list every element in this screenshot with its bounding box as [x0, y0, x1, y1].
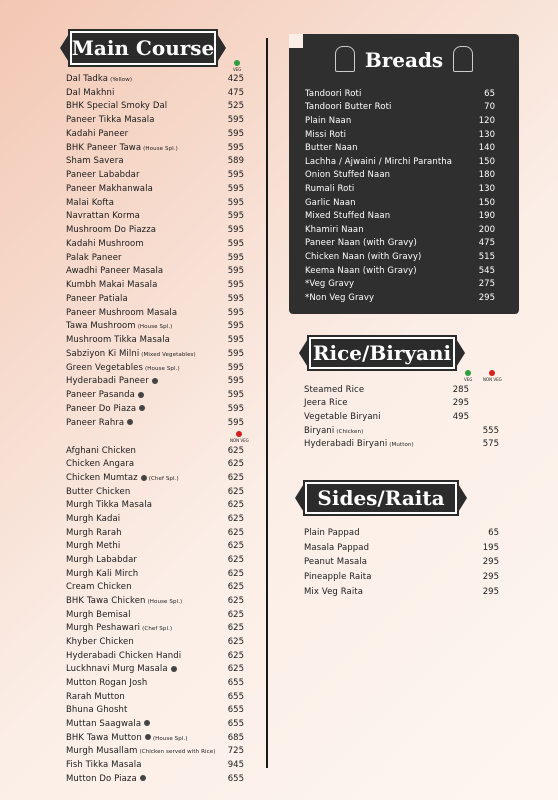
item-note: (Mixed Vegetables) [141, 351, 196, 358]
item-price: 595 [227, 238, 244, 249]
menu-item [66, 375, 244, 389]
item-name: Hyderabadi Biryani [304, 439, 388, 450]
item-price: 130 [478, 183, 495, 194]
item-name: Paneer Makhanwala [66, 183, 153, 194]
item-price: 625 [227, 637, 244, 648]
spicy-icon [144, 720, 150, 726]
item-price: 595 [227, 403, 244, 414]
menu-item [66, 196, 244, 210]
spicy-icon [138, 392, 144, 398]
item-name: Tandoori Roti [305, 88, 362, 99]
item-price: 685 [227, 732, 244, 743]
item-price: 625 [227, 459, 244, 470]
spicy-icon [139, 405, 145, 411]
veg-price [445, 439, 469, 449]
item-note: (Chef Spl.) [142, 626, 173, 633]
nonveg-price [469, 412, 499, 422]
menu-item [66, 388, 244, 402]
menu-item [66, 635, 244, 649]
menu-item [66, 471, 244, 485]
item-price: 425 [227, 73, 244, 84]
rice-biryani-heading: Rice/Biryani [307, 335, 457, 371]
item-name: Kumbh Makai Masala [66, 280, 158, 291]
menu-item [66, 333, 244, 347]
item-price: 180 [478, 170, 495, 181]
item-name: Chicken Angara [66, 459, 135, 470]
item-name: Hyderabadi Chicken Handi [66, 650, 182, 661]
nonveg-price: 575 [482, 439, 499, 450]
menu-item [66, 594, 244, 608]
menu-item [66, 649, 244, 663]
menu-item [66, 141, 244, 155]
menu-item [66, 444, 244, 458]
menu-item [66, 526, 244, 540]
item-name: Rarah Mutton [66, 691, 125, 702]
item-price: 655 [227, 677, 244, 688]
item-price: 595 [227, 115, 244, 126]
item-price: 595 [227, 197, 244, 208]
item-name: Paneer Rahra [66, 417, 125, 428]
veg-dot-icon [465, 370, 471, 376]
item-price: 945 [227, 759, 244, 770]
item-name: BHK Tawa Mutton [66, 732, 142, 743]
menu-item [66, 485, 244, 499]
item-name: Bhuna Ghosht [66, 705, 128, 716]
menu-item [66, 72, 244, 86]
item-price: 655 [227, 691, 244, 702]
item-name: Paneer Lababdar [66, 170, 140, 181]
item-name: Murgh Tikka Masala [66, 500, 152, 511]
item-price: 595 [227, 376, 244, 387]
menu-item [66, 703, 244, 717]
veg-marker: VEG [464, 370, 472, 382]
menu-item [66, 182, 244, 196]
item-price: 595 [227, 417, 244, 428]
menu-item [305, 155, 495, 169]
item-price: 65 [484, 88, 495, 99]
nonveg-main-course-list [66, 444, 244, 785]
veg-price: 295 [452, 398, 469, 409]
menu-item [305, 101, 495, 115]
item-price: 595 [227, 335, 244, 346]
menu-item [304, 437, 499, 451]
item-name: Green Vegetables [66, 362, 144, 373]
menu-item [66, 292, 244, 306]
item-price: 625 [227, 500, 244, 511]
item-name: Murgh Kadai [66, 514, 121, 525]
veg-main-course-list [66, 72, 244, 430]
sides-raita-heading: Sides/Raita [303, 480, 459, 516]
item-name: Chicken Naan (with Gravy) [305, 251, 422, 262]
item-price: 475 [478, 238, 495, 249]
item-name: Sabziyon Ki Milni [66, 348, 140, 359]
item-name: Peanut Masala [304, 557, 368, 568]
item-name: Dal Tadka [66, 73, 109, 84]
item-name: Muttan Saagwala [66, 718, 142, 729]
item-name: Jeera Rice [304, 398, 348, 409]
item-price: 625 [227, 664, 244, 675]
menu-item [66, 512, 244, 526]
bread-decoration-icon [453, 46, 473, 72]
menu-item [66, 690, 244, 704]
item-note: (Mutton) [389, 442, 414, 449]
item-name: Murgh Methi [66, 541, 121, 552]
item-name: Butter Naan [305, 143, 358, 154]
veg-price [445, 426, 469, 436]
item-name: Mix Veg Raita [304, 586, 364, 597]
item-name: Paneer Patiala [66, 293, 128, 304]
item-price: 625 [227, 568, 244, 579]
item-name: Rumali Roti [305, 183, 355, 194]
menu-item [66, 113, 244, 127]
item-price: 625 [227, 445, 244, 456]
menu-item [66, 86, 244, 100]
item-price: 130 [478, 129, 495, 140]
item-price: 595 [227, 280, 244, 291]
item-price: 595 [227, 390, 244, 401]
item-name: Masala Pappad [304, 542, 370, 553]
item-name: Steamed Rice [304, 384, 365, 395]
item-name: Sham Savera [66, 156, 124, 167]
menu-item [66, 402, 244, 416]
item-price: 295 [482, 557, 499, 568]
item-price: 545 [478, 265, 495, 276]
item-name: Paneer Mushroom Masala [66, 307, 178, 318]
menu-item [305, 182, 495, 196]
item-price: 190 [478, 211, 495, 222]
item-price: 625 [227, 514, 244, 525]
menu-item [66, 306, 244, 320]
item-price: 595 [227, 293, 244, 304]
item-price: 595 [227, 266, 244, 277]
item-price: 595 [227, 170, 244, 181]
item-price: 120 [478, 115, 495, 126]
nonveg-price [469, 385, 499, 395]
item-name: Murgh Rarah [66, 527, 122, 538]
item-price: 275 [478, 279, 495, 290]
item-name: Paneer Tikka Masala [66, 115, 155, 126]
menu-item [304, 526, 499, 541]
menu-item [305, 264, 495, 278]
item-name: Murgh Lababdar [66, 555, 137, 566]
veg-marker: VEG [233, 60, 241, 72]
item-note: (House Spl.) [147, 599, 183, 606]
spicy-icon [152, 378, 158, 384]
item-price: 595 [227, 142, 244, 153]
item-note: (Yellow) [110, 76, 133, 83]
item-name: Navrattan Korma [66, 211, 140, 222]
menu-item [304, 541, 499, 556]
item-name: Garlic Naan [305, 197, 356, 208]
menu-item [66, 499, 244, 513]
menu-item [66, 320, 244, 334]
item-price: 595 [227, 348, 244, 359]
item-name: Dal Makhni [66, 87, 115, 98]
menu-item [66, 361, 244, 375]
menu-item [66, 127, 244, 141]
item-name: Awadhi Paneer Masala [66, 266, 164, 277]
item-name: Afghani Chicken [66, 445, 137, 456]
menu-item [66, 676, 244, 690]
item-price: 595 [227, 225, 244, 236]
item-price: 475 [227, 87, 244, 98]
menu-item [66, 210, 244, 224]
menu-item [66, 608, 244, 622]
item-note: (House Spl.) [137, 324, 173, 331]
item-price: 625 [227, 609, 244, 620]
spicy-icon [127, 419, 133, 425]
item-name: Lachha / Ajwaini / Mirchi Parantha [305, 156, 453, 167]
item-price: 295 [482, 572, 499, 583]
item-price: 625 [227, 582, 244, 593]
menu-item [66, 567, 244, 581]
item-price: 150 [478, 156, 495, 167]
item-name: Tawa Mushroom [66, 321, 136, 332]
menu-item [66, 622, 244, 636]
rice-biryani-list [304, 383, 499, 451]
column-divider [266, 38, 268, 768]
menu-item [305, 277, 495, 291]
menu-item [305, 223, 495, 237]
menu-item [304, 555, 499, 570]
item-price: 595 [227, 321, 244, 332]
item-price: 625 [227, 486, 244, 497]
item-name: Paneer Pasanda [66, 390, 135, 401]
item-name: Murgh Musallam [66, 746, 138, 757]
item-price: 200 [478, 224, 495, 235]
menu-item [66, 731, 244, 745]
item-price: 595 [227, 128, 244, 139]
item-name: Plain Naan [305, 115, 352, 126]
item-price: 725 [227, 746, 244, 757]
breads-heading: Breads [364, 48, 444, 72]
item-name: BHK Special Smoky Dal [66, 101, 168, 112]
menu-item [305, 250, 495, 264]
menu-item [305, 169, 495, 183]
item-price: 589 [227, 156, 244, 167]
item-note: (Chicken served with Rice) [139, 749, 216, 756]
item-name: Luckhnavi Murg Masala [66, 664, 168, 675]
spicy-icon [145, 734, 151, 740]
menu-item [304, 397, 499, 411]
menu-item [66, 553, 244, 567]
item-name: Vegetable Biryani [304, 411, 381, 422]
item-name: Biryani [304, 425, 335, 436]
item-price: 625 [227, 541, 244, 552]
item-name: Plain Pappad [304, 528, 360, 539]
menu-item [304, 410, 499, 424]
menu-item [66, 155, 244, 169]
item-price: 595 [227, 307, 244, 318]
item-name: Palak Paneer [66, 252, 122, 263]
menu-item [305, 291, 495, 305]
main-course-heading: Main Course [68, 29, 218, 67]
item-name: Fish Tikka Masala [66, 759, 142, 770]
item-name: Malai Kofta [66, 197, 115, 208]
item-name: Pineapple Raita [304, 572, 372, 583]
menu-item [66, 223, 244, 237]
menu-item [66, 100, 244, 114]
item-name: Missi Roti [305, 129, 347, 140]
menu-item [66, 663, 244, 677]
breads-list [305, 87, 495, 305]
menu-item [66, 416, 244, 430]
item-price: 625 [227, 650, 244, 661]
menu-item [304, 383, 499, 397]
item-price: 625 [227, 473, 244, 484]
menu-item [305, 196, 495, 210]
item-name: Onion Stuffed Naan [305, 170, 391, 181]
menu-item [305, 114, 495, 128]
item-price: 625 [227, 555, 244, 566]
item-price: 525 [227, 101, 244, 112]
item-name: Cream Chicken [66, 582, 132, 593]
item-price: 70 [484, 102, 495, 113]
item-name: Paneer Do Piaza [66, 403, 137, 414]
veg-dot-icon [234, 60, 240, 66]
spicy-icon [171, 666, 177, 672]
item-price: 65 [488, 528, 499, 539]
item-name: Mushroom Do Piazza [66, 225, 157, 236]
veg-price: 495 [452, 411, 469, 422]
menu-item [66, 717, 244, 731]
item-name: Mushroom Tikka Masala [66, 335, 170, 346]
item-name: Paneer Naan (with Gravy) [305, 238, 417, 249]
item-price: 625 [227, 623, 244, 634]
menu-item [66, 347, 244, 361]
item-price: 195 [482, 542, 499, 553]
item-price: 595 [227, 252, 244, 263]
item-price: 595 [227, 183, 244, 194]
item-price: 150 [478, 197, 495, 208]
menu-item [305, 128, 495, 142]
item-name: Chicken Mumtaz [66, 473, 138, 484]
item-price: 595 [227, 211, 244, 222]
item-note: (House Spl.) [143, 145, 178, 152]
item-note: (Chicken) [336, 428, 364, 435]
item-name: Murgh Bemisal [66, 609, 131, 620]
item-price: 295 [482, 586, 499, 597]
menu-item [66, 772, 244, 786]
item-price: 625 [227, 527, 244, 538]
item-price: 655 [227, 705, 244, 716]
item-note: (Chef Spl.) [148, 476, 179, 483]
item-name: *Veg Gravy [305, 279, 355, 290]
menu-item [304, 584, 499, 599]
item-name: Murgh Peshawari [66, 623, 141, 634]
item-name: Mutton Do Piaza [66, 773, 137, 784]
menu-item [66, 581, 244, 595]
item-note: (House Spl.) [152, 735, 188, 742]
nonveg-dot-icon [236, 431, 242, 437]
item-name: Mutton Rogan Josh [66, 677, 148, 688]
menu-item [66, 237, 244, 251]
item-name: BHK Paneer Tawa [66, 142, 142, 153]
menu-item [66, 278, 244, 292]
item-name: Kadahi Mushroom [66, 238, 144, 249]
sides-raita-list [304, 526, 499, 599]
breads-board [289, 34, 519, 314]
item-name: Kadahi Paneer [66, 128, 129, 139]
menu-item [66, 458, 244, 472]
item-price: 140 [478, 143, 495, 154]
item-note: (House Spl.) [145, 365, 180, 372]
veg-price: 285 [452, 384, 469, 395]
menu-item [66, 540, 244, 554]
menu-item [66, 265, 244, 279]
nonveg-marker: NON VEG [483, 370, 502, 382]
menu-item [66, 758, 244, 772]
item-name: Keema Naan (with Gravy) [305, 265, 417, 276]
nonveg-price: 555 [482, 425, 499, 436]
item-name: Khamiri Naan [305, 224, 364, 235]
menu-item [305, 141, 495, 155]
nonveg-dot-icon [489, 370, 495, 376]
item-price: 515 [478, 251, 495, 262]
item-name: Khyber Chicken [66, 637, 134, 648]
item-name: *Non Veg Gravy [305, 292, 375, 303]
menu-item [305, 209, 495, 223]
item-price: 295 [478, 292, 495, 303]
item-price: 625 [227, 596, 244, 607]
item-name: Mixed Stuffed Naan [305, 211, 391, 222]
menu-item [304, 424, 499, 438]
spicy-icon [141, 475, 147, 481]
menu-item [66, 744, 244, 758]
item-price: 655 [227, 773, 244, 784]
menu-item [305, 237, 495, 251]
item-name: BHK Tawa Chicken [66, 596, 146, 607]
nonveg-marker: NON VEG [230, 431, 249, 443]
menu-item [66, 251, 244, 265]
item-name: Hyderabadi Paneer [66, 376, 149, 387]
item-name: Tandoori Butter Roti [305, 102, 392, 113]
menu-item [304, 570, 499, 585]
item-price: 655 [227, 718, 244, 729]
item-price: 595 [227, 362, 244, 373]
menu-item [66, 168, 244, 182]
spicy-icon [140, 775, 146, 781]
menu-item [305, 87, 495, 101]
item-name: Butter Chicken [66, 486, 131, 497]
nonveg-price [469, 398, 499, 408]
item-name: Murgh Kali Mirch [66, 568, 139, 579]
